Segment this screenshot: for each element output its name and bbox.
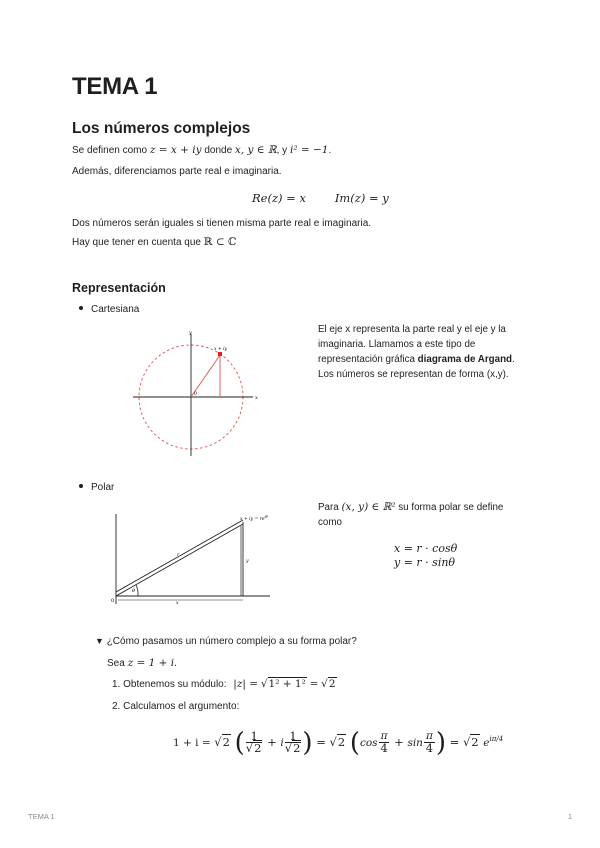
origin-label: 0 bbox=[111, 598, 115, 604]
step-text: Calculamos el argumento: bbox=[123, 701, 240, 712]
step-1: 1. Obtenemos su módulo: |z| = √1² + 1² = √2 bbox=[112, 678, 336, 690]
paragraph-subset bbox=[72, 236, 236, 249]
equation-y: y = r · sinθ bbox=[394, 556, 456, 569]
text: donde bbox=[204, 145, 233, 156]
toggle-question: ¿Cómo pasamos un número complejo a su forma polar? bbox=[106, 636, 357, 647]
polar-equations bbox=[394, 542, 457, 570]
point-marker bbox=[218, 352, 222, 356]
radius-line-2 bbox=[116, 520, 243, 592]
eq-sqrt2: 2 bbox=[337, 734, 346, 749]
bullet-cartesiana bbox=[79, 304, 139, 315]
step-number: 1. bbox=[112, 679, 121, 690]
point-label-exp: iθ bbox=[264, 515, 268, 519]
frac-1: $\frac{1}{√2}$ bbox=[245, 729, 262, 756]
text: El eje x representa la parte real y el eje y la imaginaria. Llamamos a este tipo de representación gráfica bbox=[318, 324, 506, 365]
theta-label: θ bbox=[132, 588, 136, 594]
eq-sqrt2: 2 bbox=[222, 734, 230, 749]
math-subset: ℝ ⊂ ℂ bbox=[203, 236, 237, 248]
eq-cos: cos bbox=[359, 736, 378, 749]
equation-x: x = r · cosθ bbox=[394, 542, 458, 555]
equation-re-im bbox=[252, 189, 389, 207]
math-eq: = bbox=[309, 678, 319, 690]
frac-num: 1 bbox=[285, 731, 302, 743]
point-label bbox=[240, 515, 268, 522]
intro-paragraph bbox=[72, 144, 331, 157]
point-label: x + iy bbox=[214, 347, 228, 352]
frac-num: 1 bbox=[246, 731, 263, 743]
math-i-squared: i² = −1 bbox=[289, 144, 329, 156]
frac-2: $\frac{1}{√2}$ bbox=[284, 729, 301, 756]
frac-3 bbox=[379, 731, 390, 754]
theta-arc bbox=[136, 585, 138, 596]
step-number: 2. bbox=[112, 701, 121, 712]
footer-title: TEMA 1 bbox=[28, 812, 55, 821]
math-sqrt2: 2 bbox=[328, 678, 336, 690]
frac-num: π bbox=[380, 730, 388, 743]
frac-den: 4 bbox=[425, 741, 434, 756]
math-re: Re(z) = x bbox=[252, 191, 306, 205]
subsection-heading-representacion: Representación bbox=[72, 281, 166, 295]
paragraph-equality: Dos números serán iguales si tienen misma parte real e imaginaria. bbox=[72, 218, 372, 229]
radius-line bbox=[116, 524, 243, 596]
x-label: x bbox=[176, 601, 179, 606]
point-label-base: x + iy = re bbox=[240, 517, 265, 522]
eq-equals: = bbox=[316, 734, 326, 749]
frac-num: π bbox=[425, 730, 433, 743]
toggle-header[interactable] bbox=[95, 636, 357, 647]
argand-diagram bbox=[128, 326, 268, 461]
sea-line bbox=[107, 657, 177, 669]
axis-y-label: y bbox=[189, 330, 192, 336]
eq-plus: + bbox=[394, 734, 404, 749]
argand-description bbox=[318, 322, 528, 382]
math-modulus: |z| = bbox=[233, 678, 259, 690]
paragraph-real-imag: Además, diferenciamos parte real e imaginaria. bbox=[72, 166, 282, 177]
section-heading-complejos: Los números complejos bbox=[72, 120, 251, 137]
axis-x-label: x bbox=[255, 395, 258, 401]
polar-diagram bbox=[108, 510, 278, 610]
step-text: Obtenemos su módulo: bbox=[123, 679, 227, 690]
frac-den: 2 bbox=[254, 741, 262, 756]
frac-4 bbox=[424, 731, 435, 754]
toggle-arrow-icon[interactable]: ▼ bbox=[95, 636, 104, 646]
frac-den: 2 bbox=[293, 741, 301, 756]
r-label: r bbox=[177, 553, 180, 558]
bullet-polar bbox=[79, 482, 114, 493]
origin-label: 0 bbox=[194, 392, 197, 397]
math-im: Im(z) = y bbox=[334, 191, 389, 205]
text: , y bbox=[276, 145, 288, 156]
bullet-dot bbox=[79, 306, 83, 310]
math-r2: (x, y) ∈ ℝ² bbox=[341, 501, 396, 513]
argument-equation: 1 + i = √2 ( $\frac{1}{√2}$ + i $\frac{1}{√2}$ ) = √2 (cos $\frac{\pi}{4}$ + sin $\frac{\pi}{4}$ ) = √2 $e^{i\pi/4}$ bbox=[173, 727, 504, 758]
text: . bbox=[328, 145, 332, 156]
bullet-label: Polar bbox=[91, 482, 115, 493]
text: Hay que tener en cuenta que bbox=[72, 237, 201, 248]
eq-exponent: iπ/4 bbox=[489, 735, 504, 743]
frac-den: 4 bbox=[380, 741, 388, 756]
bullet-label: Cartesiana bbox=[91, 304, 140, 315]
page-title: TEMA 1 bbox=[72, 73, 158, 100]
math-z-def: z = x + iy bbox=[149, 144, 202, 156]
text: Se definen como bbox=[72, 145, 148, 156]
polar-description bbox=[318, 500, 528, 530]
text: . bbox=[174, 658, 177, 669]
math-radicand: 1² + 1² bbox=[268, 678, 306, 690]
math-xy-real: x, y ∈ ℝ bbox=[234, 144, 277, 156]
text: . Los números se representan de forma (x,y). bbox=[318, 354, 515, 380]
text: su forma polar se define como bbox=[318, 502, 504, 528]
eq-equals: = bbox=[449, 734, 460, 749]
eq-sqrt2: 2 bbox=[471, 734, 479, 749]
math-z: z = 1 + i bbox=[127, 657, 175, 669]
step-2 bbox=[112, 701, 239, 712]
text: Sea bbox=[107, 658, 125, 669]
footer-page-number: 1 bbox=[567, 812, 572, 821]
eq-sin: sin bbox=[407, 736, 423, 749]
text: Para bbox=[318, 502, 339, 513]
eq-e: e bbox=[483, 736, 490, 749]
bullet-dot bbox=[79, 484, 83, 488]
eq-i: i bbox=[280, 736, 284, 749]
y-label: y bbox=[246, 559, 249, 564]
bold-term: diagrama de Argand bbox=[417, 354, 513, 365]
vector-line bbox=[191, 355, 220, 397]
eq-plus: + bbox=[267, 734, 277, 749]
eq-lhs: 1 + i = bbox=[173, 736, 211, 749]
